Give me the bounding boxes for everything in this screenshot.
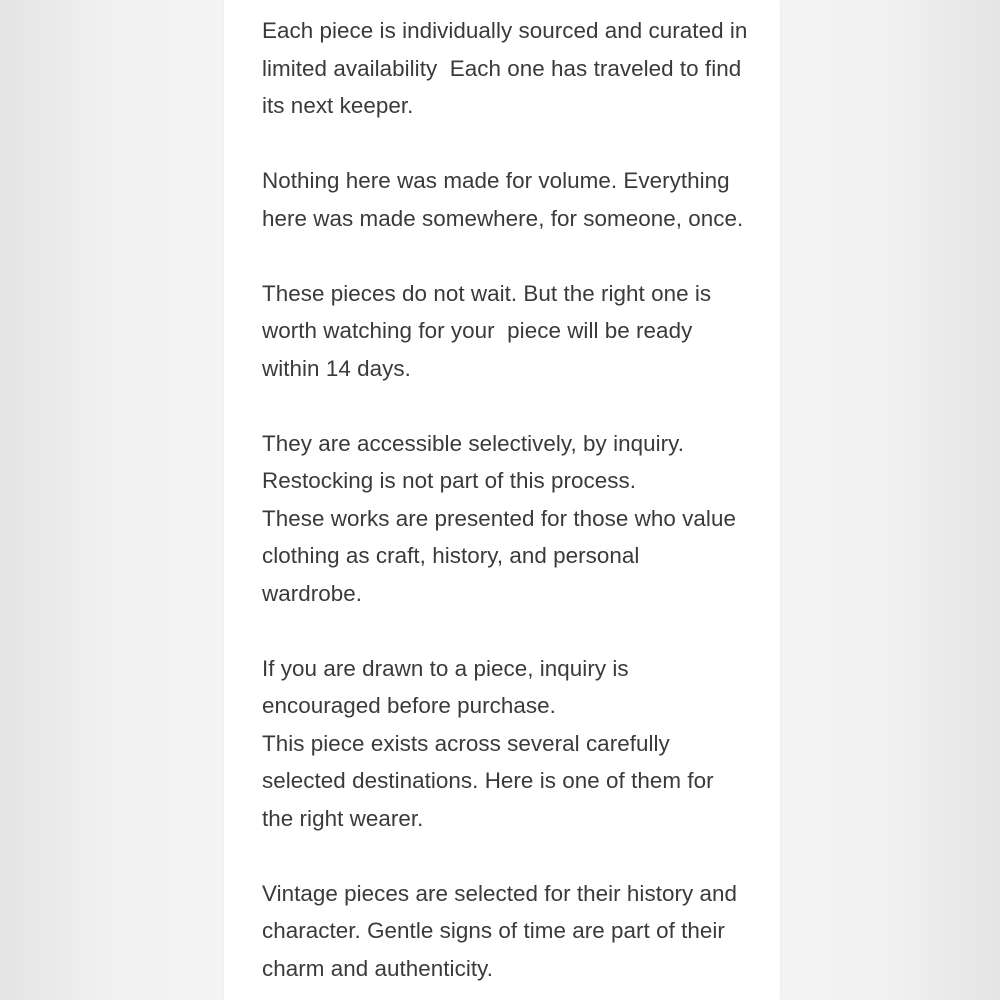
text-line: These works are presented for those who value — [262, 505, 736, 531]
text-line: clothing as craft, history, and personal — [262, 543, 640, 568]
text-line: Vintage pieces are selected for their history and — [262, 880, 738, 906]
text-line: Restocking is not part of this process. — [262, 468, 637, 493]
text-line: the right wearer. — [262, 805, 424, 831]
text-line: its next keeper. — [262, 93, 414, 118]
description-panel — [224, 0, 780, 1000]
text-line: wardrobe. — [262, 580, 363, 606]
paragraph-inquiry — [262, 650, 772, 838]
text-line: If you are drawn to a piece, inquiry is — [262, 655, 629, 681]
text-line: here was made somewhere, for someone, once. — [262, 205, 744, 231]
text-line: encouraged before purchase. — [262, 693, 556, 718]
paragraph-access — [262, 425, 772, 613]
text-line: They are accessible selectively, by inquiry. — [262, 430, 684, 456]
text-line: selected destinations. Here is one of them for — [262, 768, 714, 793]
paragraph-sourcing — [262, 12, 772, 125]
text-line: These pieces do not wait. But the right one is — [262, 280, 712, 306]
text-line: charm and authenticity. — [262, 955, 493, 981]
text-line: Each piece is individually sourced and curated in — [262, 18, 748, 43]
text-line: character. Gentle signs of time are part of their — [262, 918, 725, 943]
paragraph-volume — [262, 162, 772, 237]
text-line: limited availability Each one has traveled to find — [262, 55, 742, 81]
text-line: worth watching for your piece will be ready — [262, 318, 693, 343]
paragraph-vintage — [262, 875, 772, 988]
description-text — [262, 12, 772, 1000]
text-line: within 14 days. — [262, 355, 411, 381]
text-line: This piece exists across several carefully — [262, 730, 670, 756]
paragraph-timing — [262, 275, 772, 388]
text-line: Nothing here was made for volume. Everything — [262, 168, 730, 193]
